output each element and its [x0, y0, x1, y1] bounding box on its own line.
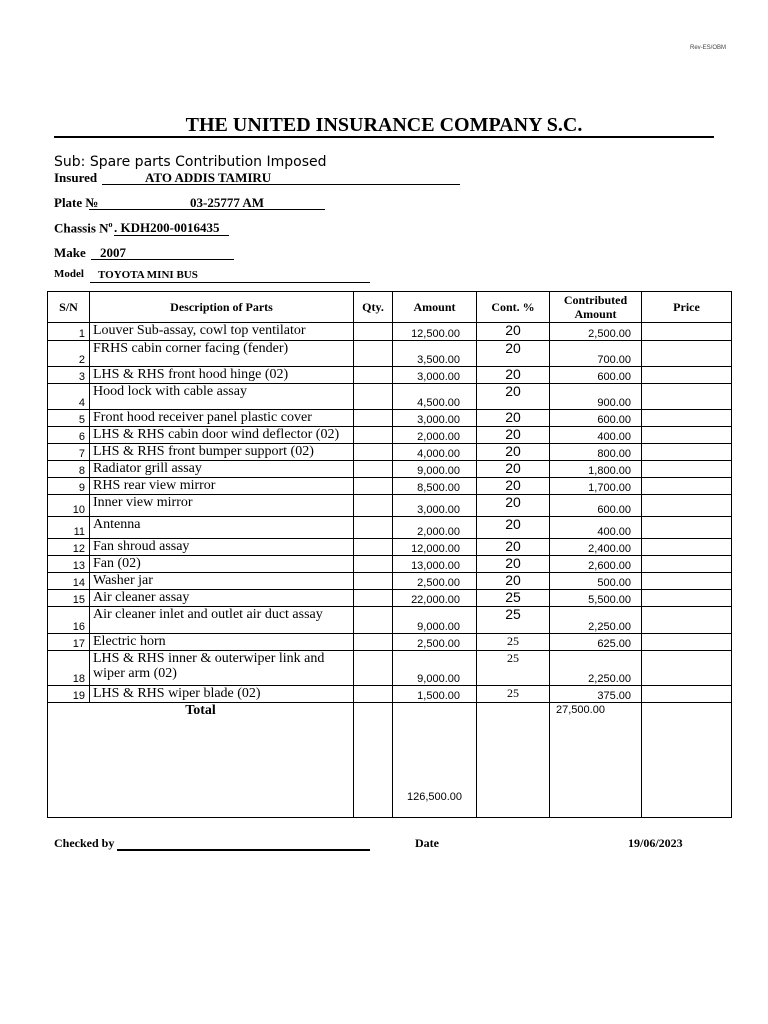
row-cont-pct: 20 — [477, 495, 550, 517]
row-qty — [354, 341, 393, 367]
row-description: Front hood receiver panel plastic cover — [90, 410, 354, 427]
table-row — [48, 556, 732, 573]
row-sn: 17 — [48, 634, 90, 651]
row-contributed-amount: 625.00 — [550, 634, 642, 651]
row-amount: 3,500.00 — [393, 341, 477, 367]
row-cont-pct: 25 — [477, 607, 550, 634]
row-qty — [354, 556, 393, 573]
table-row — [48, 461, 732, 478]
row-contributed-amount: 5,500.00 — [550, 590, 642, 607]
row-amount: 1,500.00 — [393, 686, 477, 703]
total-qty-cell — [354, 703, 393, 818]
row-amount: 3,000.00 — [393, 410, 477, 427]
row-amount: 2,500.00 — [393, 573, 477, 590]
header-description: Description of Parts — [90, 292, 354, 323]
row-contributed-amount: 600.00 — [550, 410, 642, 427]
row-description: Radiator grill assay — [90, 461, 354, 478]
row-description: FRHS cabin corner facing (fender) — [90, 341, 354, 367]
row-qty — [354, 367, 393, 384]
row-cont-pct: 20 — [477, 367, 550, 384]
row-price — [642, 427, 732, 444]
row-description: RHS rear view mirror — [90, 478, 354, 495]
row-price — [642, 461, 732, 478]
row-sn: 1 — [48, 323, 90, 341]
row-amount: 2,500.00 — [393, 634, 477, 651]
date-label: Date — [415, 836, 439, 850]
row-sn: 10 — [48, 495, 90, 517]
row-sn: 7 — [48, 444, 90, 461]
parts-table — [47, 291, 732, 818]
header-sn: S/N — [48, 292, 90, 323]
plate-value: 03-25777 AM — [89, 195, 325, 210]
row-description: Washer jar — [90, 573, 354, 590]
row-qty — [354, 607, 393, 634]
row-qty — [354, 427, 393, 444]
header-qty: Qty. — [354, 292, 393, 323]
row-qty — [354, 444, 393, 461]
reference-code: Rev-ES/OBM — [690, 45, 727, 51]
row-qty — [354, 590, 393, 607]
row-cont-pct: 20 — [477, 556, 550, 573]
row-qty — [354, 634, 393, 651]
table-row — [48, 341, 732, 367]
row-amount: 9,000.00 — [393, 461, 477, 478]
row-price — [642, 444, 732, 461]
row-description: Electric horn — [90, 634, 354, 651]
header-amount: Amount — [393, 292, 477, 323]
row-description: Antenna — [90, 517, 354, 539]
row-cont-pct: 25 — [477, 651, 550, 686]
row-amount: 4,500.00 — [393, 384, 477, 410]
table-row — [48, 495, 732, 517]
row-price — [642, 686, 732, 703]
row-description: Inner view mirror — [90, 495, 354, 517]
row-qty — [354, 461, 393, 478]
row-price — [642, 323, 732, 341]
total-row — [48, 703, 732, 818]
row-amount: 2,000.00 — [393, 517, 477, 539]
row-amount: 12,500.00 — [393, 323, 477, 341]
row-amount: 9,000.00 — [393, 607, 477, 634]
row-price — [642, 590, 732, 607]
row-description: LHS & RHS front bumper support (02) — [90, 444, 354, 461]
row-cont-pct: 20 — [477, 461, 550, 478]
row-cont-pct: 20 — [477, 341, 550, 367]
row-amount: 13,000.00 — [393, 556, 477, 573]
row-sn: 14 — [48, 573, 90, 590]
row-qty — [354, 478, 393, 495]
row-contributed-amount: 400.00 — [550, 427, 642, 444]
row-cont-pct: 20 — [477, 323, 550, 341]
insured-label: Insured — [54, 170, 98, 185]
row-price — [642, 634, 732, 651]
row-contributed-amount: 400.00 — [550, 517, 642, 539]
row-price — [642, 495, 732, 517]
row-amount: 3,000.00 — [393, 367, 477, 384]
row-contributed-amount: 700.00 — [550, 341, 642, 367]
table-row — [48, 367, 732, 384]
table-row — [48, 410, 732, 427]
row-qty — [354, 323, 393, 341]
row-description: Louver Sub-assay, cowl top ventilator — [90, 323, 354, 341]
make-label: Make — [54, 245, 86, 260]
row-qty — [354, 410, 393, 427]
row-contributed-amount: 2,250.00 — [550, 607, 642, 634]
row-sn: 11 — [48, 517, 90, 539]
row-description: LHS & RHS front hood hinge (02) — [90, 367, 354, 384]
row-cont-pct: 20 — [477, 517, 550, 539]
row-description: LHS & RHS cabin door wind deflector (02) — [90, 427, 354, 444]
row-sn: 12 — [48, 539, 90, 556]
model-value: TOYOTA MINI BUS — [90, 268, 370, 283]
table-row — [48, 539, 732, 556]
make-value: 2007 — [91, 245, 234, 260]
row-description: Fan shroud assay — [90, 539, 354, 556]
chassis-value: . KDH200-0016435 — [114, 220, 229, 236]
row-cont-pct: 20 — [477, 539, 550, 556]
row-price — [642, 539, 732, 556]
row-qty — [354, 539, 393, 556]
row-qty — [354, 651, 393, 686]
row-sn: 2 — [48, 341, 90, 367]
row-sn: 18 — [48, 651, 90, 686]
row-contributed-amount: 2,400.00 — [550, 539, 642, 556]
table-row — [48, 384, 732, 410]
row-sn: 6 — [48, 427, 90, 444]
row-price — [642, 478, 732, 495]
row-qty — [354, 495, 393, 517]
row-contributed-amount: 600.00 — [550, 367, 642, 384]
row-cont-pct: 20 — [477, 444, 550, 461]
row-cont-pct: 20 — [477, 427, 550, 444]
row-amount: 3,000.00 — [393, 495, 477, 517]
row-description: Fan (02) — [90, 556, 354, 573]
row-price — [642, 384, 732, 410]
header-cont-pct: Cont. % — [477, 292, 550, 323]
chassis-number-sup: o — [108, 220, 113, 229]
row-qty — [354, 384, 393, 410]
total-label: Total — [48, 703, 354, 818]
row-qty — [354, 573, 393, 590]
row-cont-pct: 25 — [477, 634, 550, 651]
row-sn: 9 — [48, 478, 90, 495]
checked-by-label: Checked by — [54, 836, 115, 850]
row-price — [642, 573, 732, 590]
row-description: Air cleaner assay — [90, 590, 354, 607]
row-sn: 19 — [48, 686, 90, 703]
company-title: THE UNITED INSURANCE COMPANY S.C. — [54, 114, 714, 138]
row-description: LHS & RHS wiper blade (02) — [90, 686, 354, 703]
table-row — [48, 323, 732, 341]
row-contributed-amount: 600.00 — [550, 495, 642, 517]
table-row — [48, 651, 732, 686]
insured-value: ATO ADDIS TAMIRU — [102, 170, 460, 185]
row-sn: 5 — [48, 410, 90, 427]
chassis-label: Chassis $N^o$ — [54, 220, 113, 236]
row-price — [642, 607, 732, 634]
row-sn: 8 — [48, 461, 90, 478]
row-cont-pct: 20 — [477, 573, 550, 590]
table-row — [48, 478, 732, 495]
checked-by-line — [117, 849, 370, 851]
model-label: Model — [54, 268, 84, 280]
row-price — [642, 341, 732, 367]
row-cont-pct: 20 — [477, 410, 550, 427]
table-header-row — [48, 292, 732, 323]
row-amount: 2,000.00 — [393, 427, 477, 444]
table-row — [48, 517, 732, 539]
row-qty — [354, 517, 393, 539]
subject-line: Sub: Spare parts Contribution Imposed — [54, 154, 327, 170]
row-sn: 4 — [48, 384, 90, 410]
row-description: LHS & RHS inner & outerwiper link and wiper arm (02) — [90, 651, 354, 686]
row-sn: 13 — [48, 556, 90, 573]
row-description: Hood lock with cable assay — [90, 384, 354, 410]
row-price — [642, 651, 732, 686]
row-contributed-amount: 2,250.00 — [550, 651, 642, 686]
total-price-cell — [642, 703, 732, 818]
row-sn: 16 — [48, 607, 90, 634]
total-pct-cell — [477, 703, 550, 818]
table-row — [48, 590, 732, 607]
table-row — [48, 686, 732, 703]
row-price — [642, 410, 732, 427]
row-amount: 8,500.00 — [393, 478, 477, 495]
table-row — [48, 573, 732, 590]
total-amount: 126,500.00 — [393, 703, 477, 818]
row-amount: 22,000.00 — [393, 590, 477, 607]
row-sn: 15 — [48, 590, 90, 607]
header-contributed-amount: Contributed Amount — [550, 292, 642, 323]
row-contributed-amount: 2,600.00 — [550, 556, 642, 573]
header-price: Price — [642, 292, 732, 323]
row-contributed-amount: 500.00 — [550, 573, 642, 590]
row-amount: 4,000.00 — [393, 444, 477, 461]
row-price — [642, 367, 732, 384]
row-contributed-amount: 900.00 — [550, 384, 642, 410]
table-row — [48, 444, 732, 461]
row-contributed-amount: 2,500.00 — [550, 323, 642, 341]
table-row — [48, 634, 732, 651]
row-price — [642, 517, 732, 539]
row-contributed-amount: 1,800.00 — [550, 461, 642, 478]
row-price — [642, 556, 732, 573]
row-description: Air cleaner inlet and outlet air duct assay — [90, 607, 354, 634]
row-cont-pct: 25 — [477, 686, 550, 703]
row-contributed-amount: 375.00 — [550, 686, 642, 703]
table-row — [48, 607, 732, 634]
plate-label: Plate № — [54, 195, 99, 210]
row-cont-pct: 25 — [477, 590, 550, 607]
row-contributed-amount: 1,700.00 — [550, 478, 642, 495]
row-amount: 9,000.00 — [393, 651, 477, 686]
row-sn: 3 — [48, 367, 90, 384]
row-cont-pct: 20 — [477, 384, 550, 410]
row-amount: 12,000.00 — [393, 539, 477, 556]
row-qty — [354, 686, 393, 703]
table-row — [48, 427, 732, 444]
row-contributed-amount: 800.00 — [550, 444, 642, 461]
date-value: 19/06/2023 — [628, 836, 683, 850]
row-cont-pct: 20 — [477, 478, 550, 495]
total-contributed: 27,500.00 — [550, 703, 642, 818]
